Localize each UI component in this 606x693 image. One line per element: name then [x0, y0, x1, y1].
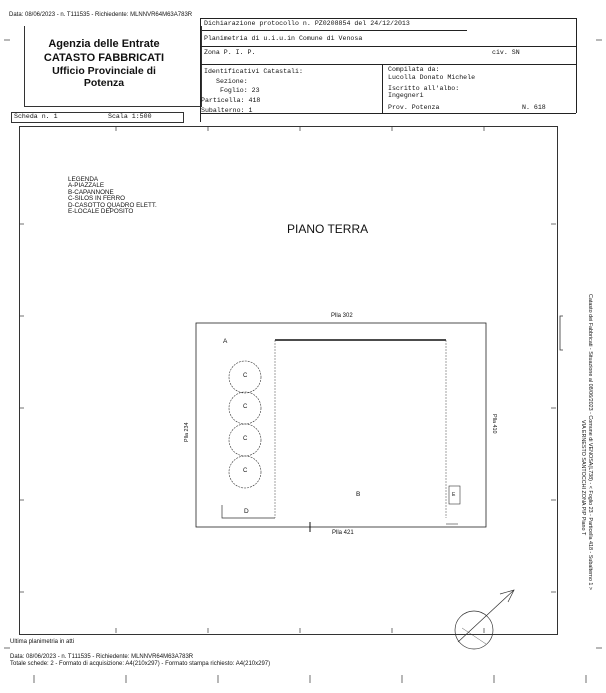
legend-item: E-LOCALE DEPOSITO	[68, 208, 134, 216]
footer-schede-line: Totale schede: 2 - Formato di acquisizione: A4(210x297) - Formato stampa richiesto: A4(210x297)	[10, 661, 271, 667]
ufficio-city: Potenza	[83, 77, 125, 89]
protocol-number: PZ0208854	[314, 20, 351, 27]
marker-c: C	[243, 404, 248, 410]
marker-d: D	[244, 508, 249, 515]
plan-title: PIANO TERRA	[287, 222, 369, 236]
civ-line: civ. SN	[492, 49, 520, 56]
compilata-title: Compilata da:	[388, 66, 440, 73]
subalterno-field: Subalterno: 1	[201, 107, 253, 114]
prov-value: Prov. Potenza	[388, 104, 440, 111]
scheda-label: Scheda n. 1	[14, 113, 58, 120]
compilata-name: Lucolla Donato Michele	[388, 74, 476, 81]
numero-value: N. 618	[522, 104, 546, 111]
zona-line: Zona P. I. P.	[204, 49, 256, 56]
protocol-label: Dichiarazione protocollo n.	[204, 20, 311, 27]
side-bracket	[560, 316, 563, 350]
particella-field: Particella: 418	[201, 97, 261, 104]
footer-last-plan: Ultima planimetria in atti	[10, 639, 75, 645]
north-arrow-icon	[455, 590, 514, 649]
legend-title: LEGENDA	[68, 176, 99, 183]
legend-item: B-CAPANNONE	[68, 188, 114, 196]
identificativi-title: Identificativi Catastali:	[204, 68, 303, 75]
side-text-address: VIA ERNESTO SANTOCCHI ZONA PIP Piano T	[580, 420, 586, 536]
marker-e: E	[452, 492, 456, 498]
marker-c: C	[243, 468, 248, 474]
foglio-field: Foglio: 23	[220, 87, 260, 94]
footer-data-line: Data: 08/06/2023 - n. T111535 - Richiedente: MLNNVR64M63A783R	[10, 654, 194, 660]
frame-ticks	[19, 126, 556, 633]
marker-c: C	[243, 373, 248, 379]
ufficio-label: Ufficio Provinciale di	[52, 65, 156, 77]
legend-item: A-PIAZZALE	[68, 182, 105, 190]
plan-label-top: Plla 302	[331, 313, 353, 319]
legend-item: D-CASOTTO QUADRO ELETT.	[68, 201, 157, 209]
side-text-situazione: Catasto dei Fabbricati - Situazione al 08/06/2023 - Comune di VENOSA(L738) - < Foglio 23 - Particella 418 - Subalterno 1 >	[587, 294, 593, 591]
scala-label: Scala 1:500	[108, 113, 152, 120]
print-header-text: Data: 08/06/2023 - n. T111535 - Richiedente: MLNNVR64M63A783R	[9, 12, 193, 18]
catasto-title: CATASTO FABBRICATI	[43, 52, 165, 64]
plan-label-bottom: Plla 421	[332, 530, 354, 536]
planimetria-line: Planimetria di u.i.u.in Comune di Venosa	[204, 35, 363, 42]
albo-value: Ingegneri	[388, 92, 424, 99]
iscritto-label: Iscritto all'albo:	[388, 85, 460, 92]
page-ticks	[4, 40, 602, 683]
plan-label-left: Plla 234	[184, 422, 190, 442]
marker-c: C	[243, 436, 248, 442]
sezione-field: Sezione:	[216, 78, 248, 85]
marker-a: A	[223, 338, 228, 345]
protocol-date: 24/12/2013	[370, 20, 410, 27]
marker-b: B	[356, 491, 361, 498]
protocol-del: del	[354, 20, 367, 27]
plan-label-right: Plla 410	[491, 414, 497, 434]
legend-item: C-SILOS IN FERRO	[68, 195, 126, 203]
agency-name: Agenzia delle Entrate	[48, 38, 160, 50]
